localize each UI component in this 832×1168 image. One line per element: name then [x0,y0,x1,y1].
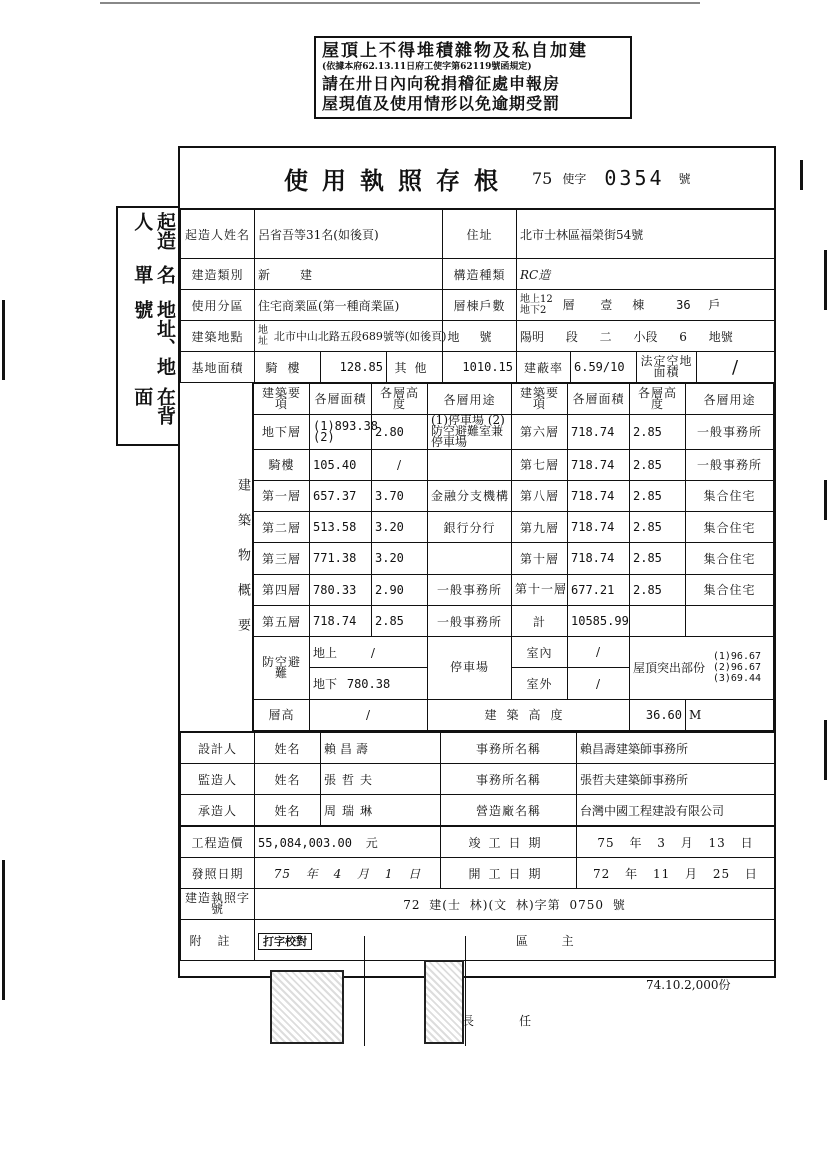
floor-name: 第六層 [512,415,568,449]
other-area: 1010.15 [443,352,517,383]
floor-height: / [372,449,428,480]
side-note-col3: 地址、地號 [131,299,176,376]
floor-height: 2.85 [372,605,428,636]
parking-indoor-label: 室內 [512,637,568,668]
permit-number: 0354 [604,166,665,190]
floor-area: 513.58 [310,512,372,543]
permit-label: 建造執照字號 [181,889,255,920]
floor-name: 第四層 [254,574,310,605]
floor-height: 2.90 [372,574,428,605]
note-col-a: 區 [515,933,528,948]
open-space-label: 法定空地面積 [637,352,697,383]
building-height-unit: M [686,699,774,730]
floor-area: 718.74 [568,449,630,480]
roof-value: (1)96.67 [712,651,762,663]
unit-count: 36 [676,297,691,312]
summary-table [253,383,774,731]
type-label: 建造類別 [181,259,255,290]
building-count: 壹 [600,297,613,312]
parking-outdoor-label: 室外 [512,668,568,699]
bleed-mark [808,480,827,520]
floor-area: 718.74 [568,415,630,449]
note-label: 附註 [181,920,255,961]
supervisor-label: 監造人 [181,764,255,795]
office-label: 事務所名稱 [441,764,577,795]
print-code: 74.10.2,000份 [646,978,731,992]
floor-use: 集合住宅 [686,543,774,574]
struct-label: 構造種類 [443,259,517,290]
shelter-below-value: 780.38 [346,677,391,692]
parking-outdoor-value: / [568,668,630,699]
side-note-col2: 名單 [131,264,176,284]
permit-value: 72 建(士 林)(文 林)字第 0750 號 [255,889,775,920]
site-address: 北市中山北路五段689號等(如後頁) [273,329,447,343]
floor-area: 718.74 [568,543,630,574]
floor-use: 銀行分行 [428,512,512,543]
contractor-label: 承造人 [181,795,255,826]
stamp-line-4: 屋現值及使用情形以免逾期受罰 [322,93,561,113]
name-label: 姓名 [255,733,321,764]
cost-value: 55,084,003.00 [258,835,352,850]
summary-row [254,480,774,511]
lot-value: 陽明 段 二 小段 6 地號 [517,321,775,352]
permit-prefix: 使字 [562,171,587,186]
floor-height: 2.85 [630,415,686,449]
designer-name: 賴昌壽 [321,733,441,764]
floor-height: 2.85 [630,512,686,543]
stamp-line-3: 請在卅日內向稅捐稽征處申報房 [322,73,561,93]
floor-name: 第九層 [512,512,568,543]
issue-label: 發照日期 [181,858,255,889]
building-height-label: 建築高度 [428,699,630,730]
note-col-d: 任 [519,1014,532,1028]
form-title: 使用執照存根 [284,165,512,195]
roof-value: (3)69.44 [712,673,762,685]
header-area: 各層面積 [568,384,630,415]
cost-unit: 元 [365,835,378,850]
permit-year: 75 [532,168,553,188]
start-date: 72 年 11 月 25 日 [577,858,775,889]
summary-section [180,383,774,732]
floor-use: 集合住宅 [686,574,774,605]
name-label: 姓名 [255,795,321,826]
firm-label: 營造廠名稱 [441,795,577,826]
floor-use: 一般事務所 [428,605,512,636]
floor-area: 677.21 [568,574,630,605]
floor-height: 2.85 [630,574,686,605]
bleed-mark [806,720,827,780]
floor-name: 第八層 [512,480,568,511]
roof-values [713,651,761,684]
address-value: 北市士林區福榮街54號 [517,210,775,259]
building-height-value: 36.60 [630,699,686,730]
arcade-label: 騎樓 [255,352,321,383]
floor-use: 金融分支機構 [428,480,512,511]
coverage-value: 6.59/10 [571,352,637,383]
site-value [255,321,447,352]
roof-value: (2)96.67 [712,662,762,674]
layer-height-label: 層高 [254,699,310,730]
floor-name: 第十一層 [512,574,568,605]
floors-above: 地上12 [520,294,553,305]
stamp-line-2: (依據本府62.13.11日府工使字第62119號函規定) [322,62,532,73]
issue-date: 75 年 4 月 1 日 [255,858,441,889]
chief-label-cell [462,1010,542,1029]
floor-name: 第一層 [254,480,310,511]
floor-use [428,543,512,574]
cost-cell [255,827,441,858]
proofread-stamp: 打字校對 [258,933,312,950]
floor-height: 2.85 [630,543,686,574]
floor-height: 2.80 [372,415,428,449]
supervisor-office: 張哲夫建築師事務所 [577,764,775,795]
site-sub-label: 地址 [258,325,268,347]
floor-height: 2.85 [630,480,686,511]
floor-height: 3.20 [372,512,428,543]
note-cell [255,920,775,961]
coverage-label: 建蔽率 [517,352,571,383]
designer-office: 賴昌壽建築師事務所 [577,733,775,764]
dates-table [180,826,775,961]
shelter-above-value: / [370,645,375,660]
permit-form [178,146,776,978]
header-area: 各層面積 [310,384,372,415]
official-seal [270,970,344,1044]
owner-value: 呂省吾等31名(如後頁) [255,210,443,259]
zone-label: 使用分區 [181,290,255,321]
completion-label: 竣工日期 [441,827,577,858]
warning-stamp [314,36,632,119]
struct-value: RC造 [517,259,775,290]
floor-name: 第十層 [512,543,568,574]
summary-side-title: 建築物概要 [180,383,253,731]
header-height: 各層高度 [630,384,686,415]
contractor-name: 周瑞琳 [321,795,441,826]
shelter-above [310,637,428,668]
note-col-c: 長 [462,1014,475,1028]
start-label: 開工日期 [441,858,577,889]
summary-row [254,543,774,574]
floors-label: 層棟戶數 [443,290,517,321]
zone-value: 住宅商業區(第一種商業區) [255,290,443,321]
floor-use: 一般事務所 [686,449,774,480]
form-header [180,148,774,209]
floors-unit-layer: 層 [562,297,575,312]
floor-area: 771.38 [310,543,372,574]
layer-height-value: / [310,699,428,730]
floor-area: 718.74 [568,480,630,511]
summary-row [254,574,774,605]
floor-use: 集合住宅 [686,512,774,543]
header-item: 建築要項 [254,384,310,415]
parking-label: 停車場 [428,637,512,700]
side-note-col4: 在背面 [131,387,176,426]
floor-area: 657.37 [310,480,372,511]
contractor-firm: 台灣中國工程建設有限公司 [577,795,775,826]
supervisor-name: 張哲夫 [321,764,441,795]
floors-below: 地下2 [520,305,547,316]
left-binding-mark [2,860,5,1000]
floor-height: 3.70 [372,480,428,511]
floor-name: 第五層 [254,605,310,636]
shelter-below-label: 地下 [313,677,338,692]
bleed-mark [800,160,825,190]
floor-area: 718.74 [310,605,372,636]
designer-label: 設計人 [181,733,255,764]
total-area: 10585.99 [568,605,630,636]
top-binding-mark [100,2,700,4]
type-value: 新建 [255,259,443,290]
floor-area: 105.40 [310,449,372,480]
side-note-stamp [116,206,180,446]
floor-use: (1)停車場 (2)防空避難室兼停車場 [428,415,512,449]
stamp-line-1: 屋頂上不得堆積雜物及私自加建 [322,41,588,61]
floor-height: 3.20 [372,543,428,574]
floor-use: 一般事務所 [686,415,774,449]
open-space-value: / [697,352,775,383]
lot-label: 地號 [443,321,517,352]
roof-section [630,637,774,700]
site-label: 建築地點 [181,321,255,352]
shelter-above-label: 地上 [313,645,338,660]
other-label: 其他 [387,352,443,383]
summary-row [254,449,774,480]
name-label: 姓名 [255,764,321,795]
summary-row [254,415,774,449]
header-use: 各層用途 [428,384,512,415]
floor-area: 718.74 [568,512,630,543]
side-note-col1: 起造人 [131,212,176,250]
arcade-area: 128.85 [321,352,387,383]
header-use: 各層用途 [686,384,774,415]
office-label: 事務所名稱 [441,733,577,764]
floors-unit-building: 棟 [632,297,645,312]
floors-value [517,290,775,321]
floor-area: (1)893.38 (2) [310,415,372,449]
floor-name: 第二層 [254,512,310,543]
summary-row [254,512,774,543]
total-height [630,605,686,636]
floor-name: 地下層 [254,415,310,449]
floor-area: 780.33 [310,574,372,605]
permit-suffix: 號 [678,171,691,186]
left-binding-mark [2,300,5,380]
shelter-below [310,668,428,699]
owner-label: 起造人姓名 [181,210,255,259]
roof-label: 屋頂突出部份 [633,661,706,676]
floor-use: 集合住宅 [686,480,774,511]
floor-name: 第七層 [512,449,568,480]
total-label: 計 [512,605,568,636]
parking-indoor-value: / [568,637,630,668]
bleed-mark [808,250,827,310]
note-col-b: 主 [561,933,574,948]
floor-name: 騎樓 [254,449,310,480]
total-use [686,605,774,636]
header-height: 各層高度 [372,384,428,415]
floor-name: 第三層 [254,543,310,574]
floor-use: 一般事務所 [428,574,512,605]
header-item: 建築要項 [512,384,568,415]
summary-row [254,605,774,636]
floors-unit-household: 戶 [708,297,721,312]
completion-date: 75 年 3 月 13 日 [577,827,775,858]
floor-use [428,449,512,480]
area-label: 基地面積 [181,352,255,383]
cost-label: 工程造價 [181,827,255,858]
info-table [180,209,775,383]
floor-height: 2.85 [630,449,686,480]
persons-table [180,732,775,826]
approval-seal [424,960,464,1044]
address-label: 住址 [443,210,517,259]
shelter-label: 防空避難 [254,637,310,700]
